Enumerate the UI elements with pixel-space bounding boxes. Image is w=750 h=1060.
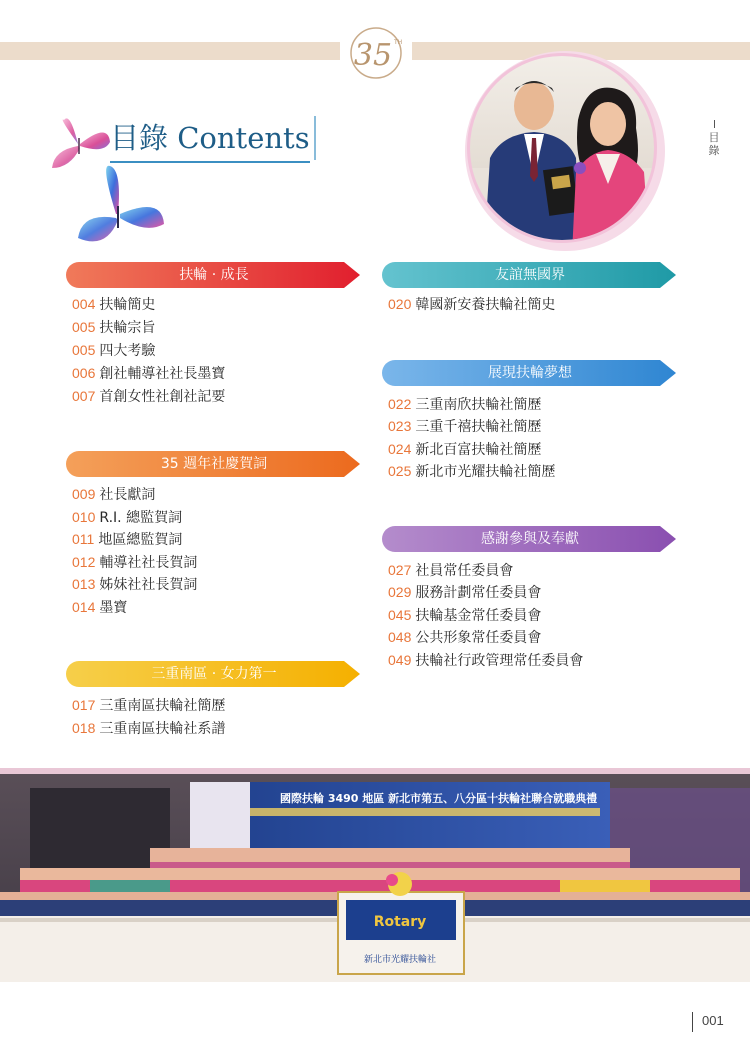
logo-superscript: TH	[394, 39, 403, 46]
portrait-photo	[462, 48, 668, 254]
toc-entry[interactable]: 006 創社輔導社社長墨寶	[72, 365, 226, 382]
toc-entry[interactable]: 010 R.I. 總監賀詞	[72, 509, 183, 526]
toc-entry[interactable]: 049 扶輪社行政管理常任委員會	[388, 652, 584, 669]
side-label-bar	[714, 120, 715, 128]
section-heading-women	[66, 661, 362, 687]
toc-entry[interactable]: 048 公共形象常任委員會	[388, 629, 542, 646]
toc-entry[interactable]: 029 服務計劃常任委員會	[388, 584, 542, 601]
toc-entry[interactable]: 005 四大考驗	[72, 342, 156, 359]
butterfly-large-icon	[72, 162, 168, 254]
group-photo	[0, 768, 750, 982]
section-heading-label: 三重南區 · 女力第一	[151, 666, 277, 682]
photo-banner-text: 國際扶輪 3490 地區 新北市第五、八分區十扶輪社聯合就職典禮	[280, 792, 598, 805]
section-heading-label: 35 週年社慶賀詞	[160, 456, 268, 472]
logo-number: 35	[353, 38, 393, 73]
section-heading-label: 扶輪 · 成長	[179, 267, 249, 283]
toc-entry[interactable]: 025 新北市光耀扶輪社簡歷	[388, 463, 556, 480]
toc-entry[interactable]: 007 首創女性社創社記要	[72, 388, 226, 405]
title-underline	[110, 161, 310, 163]
anniversary-logo	[342, 22, 410, 80]
title-vertical-rule	[314, 116, 316, 160]
toc-entry[interactable]: 009 社長獻詞	[72, 486, 156, 503]
section-heading-label: 友誼無國界	[495, 267, 565, 283]
side-chapter-label	[707, 120, 721, 157]
page-title: 目錄 Contents	[110, 121, 310, 155]
toc-entry[interactable]: 014 墨寶	[72, 599, 128, 616]
page-number-divider	[692, 1012, 693, 1032]
toc-entry[interactable]: 022 三重南欣扶輪社簡歷	[388, 396, 542, 413]
toc-entry[interactable]: 023 三重千禧扶輪社簡歷	[388, 418, 542, 435]
toc-entry[interactable]: 045 扶輪基金常任委員會	[388, 607, 542, 624]
header-band-left	[0, 42, 340, 60]
table-sign-text: 新北市光耀扶輪社	[363, 955, 437, 965]
section-heading-gratitude	[382, 526, 678, 552]
section-heading-dream	[382, 360, 678, 386]
section-heading-growth	[66, 262, 362, 288]
toc-entry[interactable]: 004 扶輪簡史	[72, 296, 156, 313]
toc-entry[interactable]: 020 韓國新安養扶輪社簡史	[388, 296, 556, 313]
section-heading-label: 展現扶輪夢想	[488, 365, 572, 381]
side-label-text: 目錄	[708, 131, 720, 157]
toc-entry[interactable]: 027 社員常任委員會	[388, 562, 514, 579]
toc-entry[interactable]: 011 地區總監賀詞	[72, 531, 183, 548]
toc-entry[interactable]: 005 扶輪宗旨	[72, 319, 156, 336]
rotary-sign-text: Rotary	[373, 914, 427, 930]
contents-title	[110, 118, 310, 160]
page-number: 001	[702, 1013, 724, 1028]
section-heading-label: 感謝參與及奉獻	[481, 531, 579, 547]
toc-entry[interactable]: 012 輔導社社長賀詞	[72, 554, 198, 571]
section-heading-friendship	[382, 262, 678, 288]
toc-entry[interactable]: 018 三重南區扶輪社系譜	[72, 720, 226, 737]
section-heading-anniversary	[66, 451, 362, 477]
toc-entry[interactable]: 024 新北百富扶輪社簡歷	[388, 441, 542, 458]
toc-entry[interactable]: 013 姊妹社社長賀詞	[72, 576, 198, 593]
toc-entry[interactable]: 017 三重南區扶輪社簡歷	[72, 697, 226, 714]
